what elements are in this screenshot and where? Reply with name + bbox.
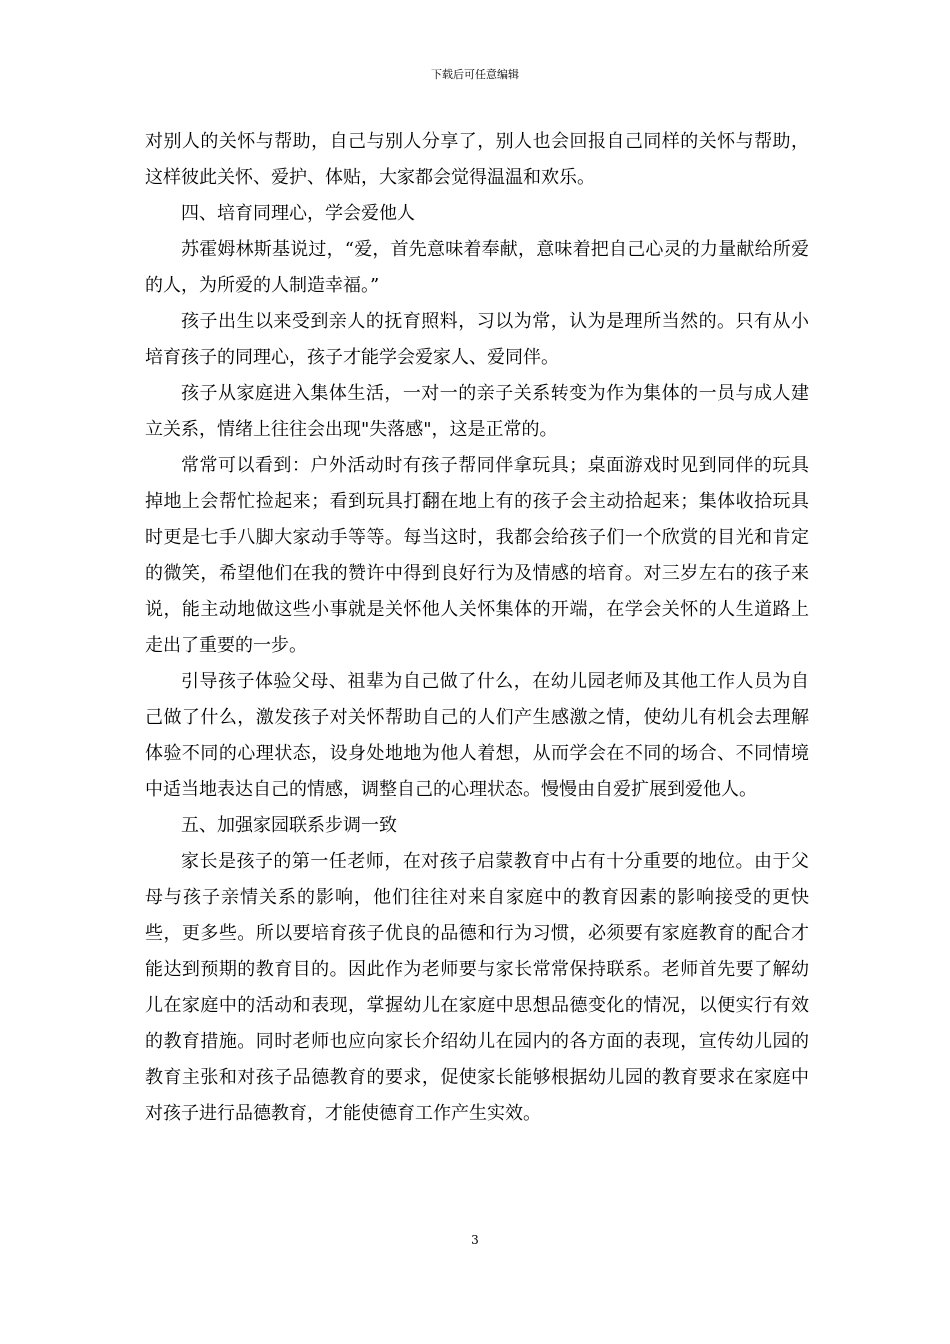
paragraph: 常常可以看到：户外活动时有孩子帮同伴拿玩具；桌面游戏时见到同伴的玩具掉地上会帮忙捡起来；看到玩具打翻在地上有的孩子会主动拾起来；集体收拾玩具时更是七手八脚大家动手等等。每当这时，我都会给孩子们一个欣赏的目光和肯定的微笑，希望他们在我的赞许中得到良好行为及情感的培育。对三岁左右的孩子来说，能主动地做这些小事就是关怀他人关怀集体的开端，在学会关怀的人生道路上走出了重要的一步。 — [145, 455, 809, 656]
paragraph: 家长是孩子的第一任老师，在对孩子启蒙教育中占有十分重要的地位。由于父母与孩子亲情关系的影响，他们往往对来自家庭中的教育因素的影响接受的更快些，更多些。所以要培育孩子优良的品德和行为习惯，必须要有家庭教育的配合才能达到预期的教育目的。因此作为老师要与家长常常保持联系。老师首先要了解幼儿在家庭中的活动和表现，掌握幼儿在家庭中思想品德变化的情况，以便实行有效的教育措施。同时老师也应向家长介绍幼儿在园内的各方面的表现，宣传幼儿园的教育主张和对孩子品德教育的要求，促使家长能够根据幼儿园的教育要求在家庭中对孩子进行品德教育，才能使德育工作产生实效。 — [145, 851, 809, 1124]
paragraph-continuation: 对别人的关怀与帮助，自己与别人分享了，别人也会回报自己同样的关怀与帮助，这样彼此关怀、爱护、体贴，大家都会觉得温温和欢乐。 — [145, 131, 809, 188]
page-number: 3 — [471, 1233, 479, 1247]
paragraph: 孩子从家庭进入集体生活，一对一的亲子关系转变为作为集体的一员与成人建立关系，情绪上往往会出现"失落感"，这是正常的。 — [145, 383, 809, 440]
section-heading-home-school: 五、加强家园联系步调一致 — [181, 815, 397, 836]
page-header-note: 下载后可任意编辑 — [431, 68, 519, 81]
paragraph: 孩子出生以来受到亲人的抚育照料，习以为常，认为是理所当然的。只有从小培育孩子的同理心，孩子才能学会爱家人、爱同伴。 — [145, 311, 809, 368]
document-body — [145, 124, 809, 1132]
paragraph-quote: 苏霍姆林斯基说过，“爱，首先意味着奉献，意味着把自己心灵的力量献给所爱的人，为所爱的人制造幸福。” — [145, 239, 809, 296]
paragraph: 引导孩子体验父母、祖辈为自己做了什么，在幼儿园老师及其他工作人员为自己做了什么，激发孩子对关怀帮助自己的人们产生感激之情，使幼儿有机会去理解体验不同的心理状态，设身处地地为他人着想，从而学会在不同的场合、不同情境中适当地表达自己的情感，调整自己的心理状态。慢慢由自爱扩展到爱他人。 — [145, 671, 809, 800]
section-heading-empathy: 四、培育同理心，学会爱他人 — [181, 203, 415, 224]
